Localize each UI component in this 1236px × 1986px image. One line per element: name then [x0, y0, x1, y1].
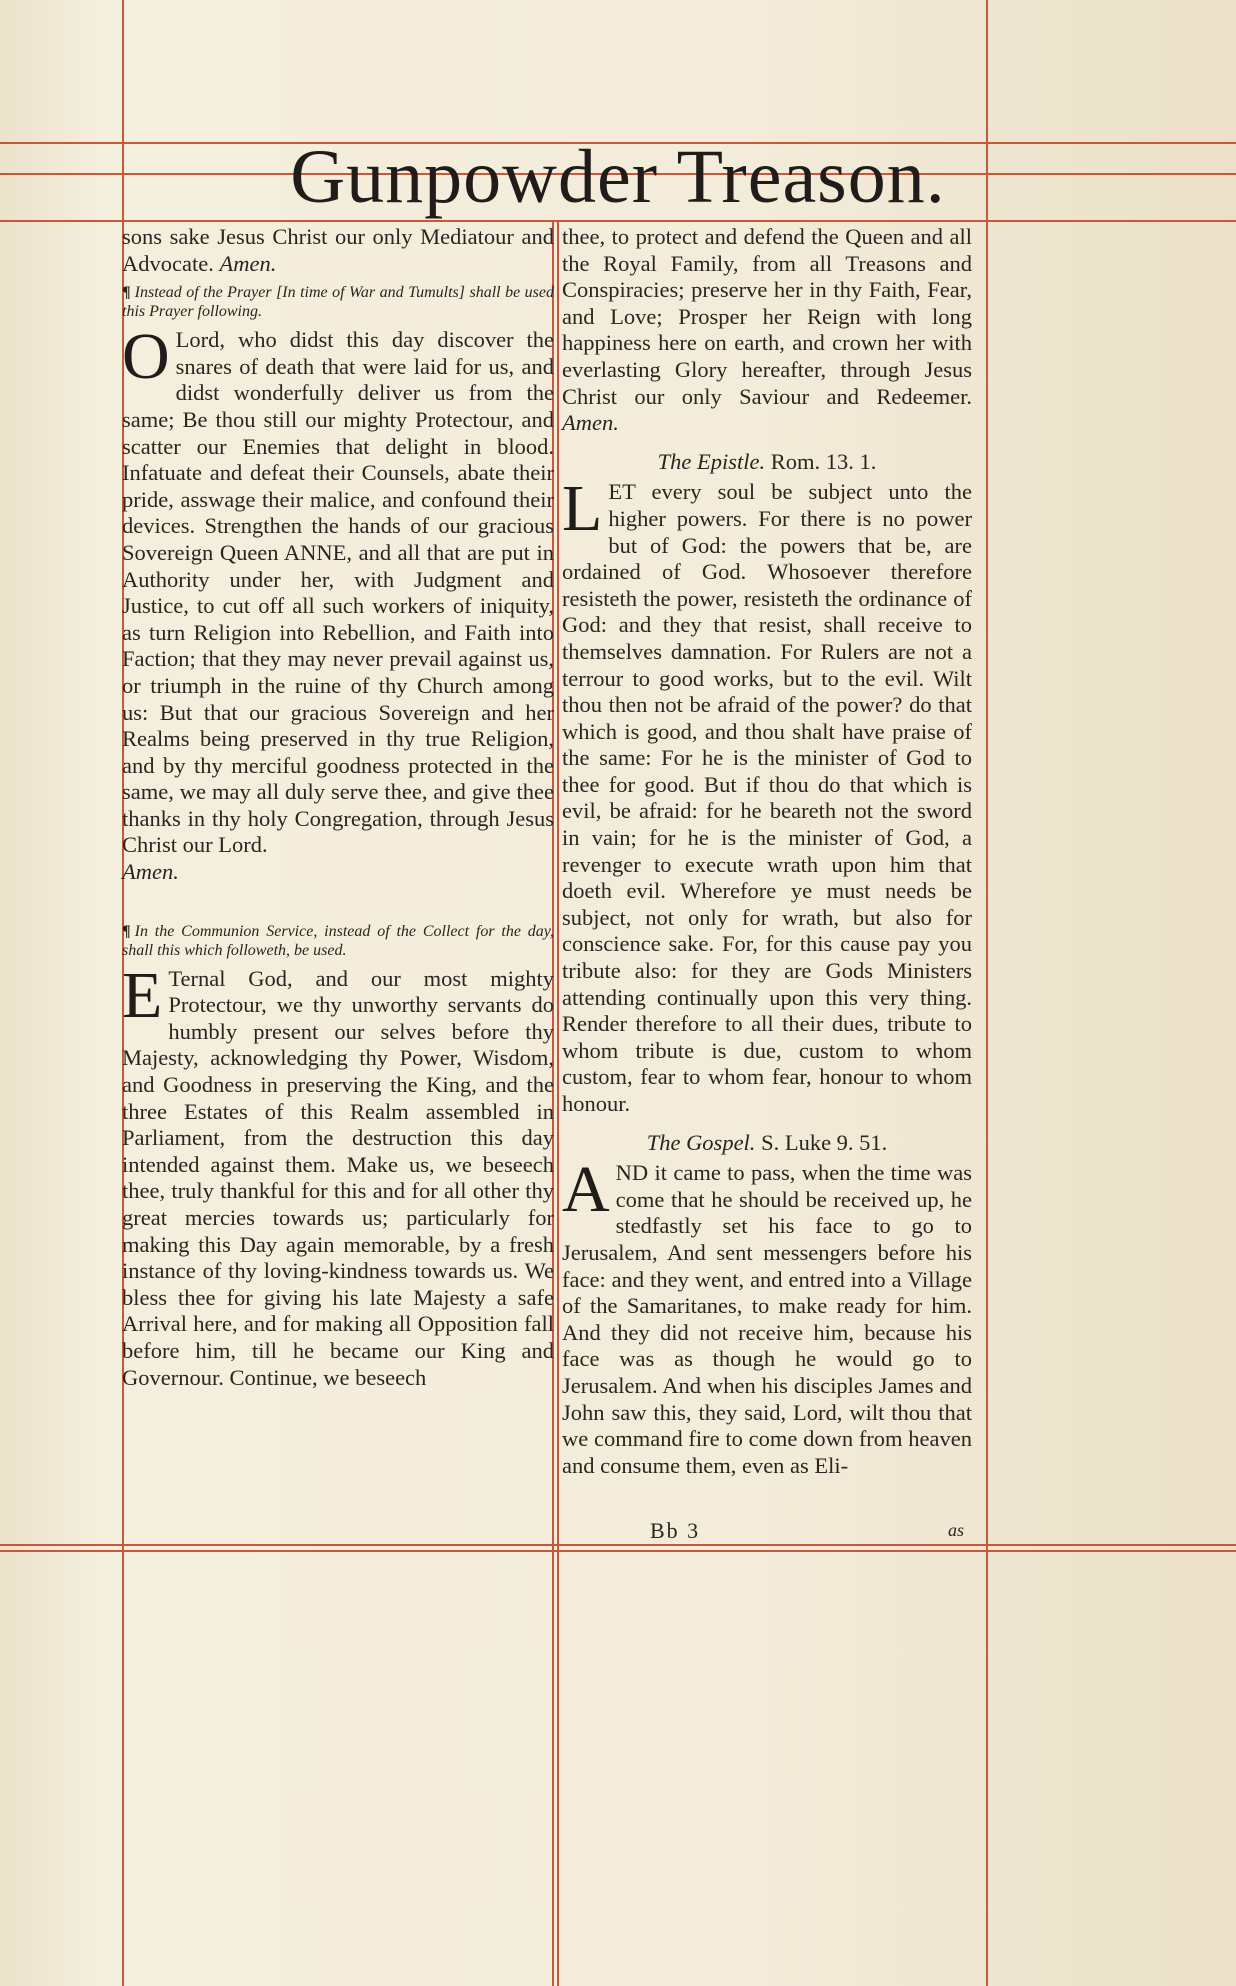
- spacer: [122, 886, 554, 916]
- collect-eternal-god: [122, 958, 554, 1392]
- gospel-title: The Gospel.: [646, 1129, 756, 1155]
- pilcrow-icon: ¶: [122, 922, 131, 940]
- prayer-amen: Amen.: [122, 859, 179, 885]
- pilcrow-icon: ¶: [122, 284, 131, 302]
- signature-mark: Bb 3: [650, 1518, 701, 1543]
- gospel-heading: [562, 1130, 972, 1157]
- catchword: as: [948, 1520, 965, 1540]
- epistle-text: ET every soul be subject unto the higher powers. For there is no power but of God: the powers that be, are ordained of God. Whosoever therefore resisteth the power, resisteth the ordinance of God: and they that resist, shall receive to themselves damnation. For Rulers are not a terrour to good works, but to the evil. Wilt thou then not be afraid of the power? do that which is good, and thou shalt have praise of the same: For he is the minister of God to thee for good. But if thou do that which is evil, be afraid: for he beareth not the sword in vain; for he is the minister of God, a revenger to execute wrath upon him that doeth evil. Wherefore ye must needs be subject, not only for wrath, but also for conscience sake. For, for this cause pay you tribute also: for they are Gods Ministers attending continually upon this very thing. Render therefore to all their dues, tribute to whom tribute is due, custom to whom custom, fear to whom fear, honour to whom honour.: [562, 479, 972, 1116]
- opening-amen: Amen.: [219, 250, 277, 276]
- gospel-text: ND it came to pass, when the time was come that he should be received up, he stedfastly set his face to go to Jerusalem, And sent messengers before his face: and they went, and entred into a Village of the Samaritanes, to make ready for him. And they did not receive him, because his face was as though he would go to Jerusalem. And when his disciples James and John saw this, they said, Lord, wilt thou that we command fire to come down from heaven and consume them, even as Eli-: [562, 1160, 972, 1478]
- left-column: [122, 224, 554, 1391]
- epistle-body: [562, 472, 972, 1117]
- epistle-title: The Epistle.: [657, 448, 766, 474]
- rubric-text: In the Communion Service, instead of the Collect for the day, shall this which followeth, be used.: [122, 922, 554, 959]
- rubric-text: Instead of the Prayer [In time of War and Tumults] shall be used this Prayer following.: [122, 284, 554, 321]
- collect-continuation: [562, 224, 972, 437]
- drop-cap-o: O: [122, 320, 170, 394]
- gospel-reference: S. Luke 9. 51.: [761, 1129, 888, 1155]
- drop-cap-e: E: [122, 958, 163, 1032]
- right-column: [562, 224, 972, 1479]
- running-head: Gunpowder Treason.: [290, 135, 946, 219]
- rule-right-outer: [986, 0, 988, 1986]
- collect-text: Ternal God, and our most mighty Protectour, we thy unworthy servants do humbly present our selves before thy Majesty, acknowledging thy Power, Wisdom, and Goodness in preserving the King, and the three Estates of this Realm assembled in Parliament, from the destruction this day intended against them. Make us, we beseech thee, truly thankful for this and for all other thy great mercies towards us; particularly for making this Day again memorable, by a fresh instance of thy loving-kindness towards us. We bless thee for giving his late Majesty a safe Arrival here, and for making all Opposition fall before him, till he became our King and Governour. Continue, we beseech: [122, 965, 554, 1390]
- opening-paragraph: [122, 224, 554, 277]
- rule-bottom-1: [0, 1544, 1236, 1546]
- gospel-body: [562, 1153, 972, 1479]
- epistle-heading: [562, 449, 972, 476]
- prayer-o-lord: [122, 320, 554, 885]
- rule-center-right: [557, 220, 559, 1986]
- opening-text: sons sake Jesus Christ our only Mediatour and Advocate.: [122, 224, 554, 276]
- drop-cap-l: L: [562, 472, 603, 546]
- continuation-text: thee, to protect and defend the Queen and all the Royal Family, from all Treasons and Conspiracies; preserve her in thy Faith, Fear, and Love; Prosper her Reign with long happiness here on earth, and crown her with everlasting Glory hereafter, through Jesus Christ our only Saviour and Redeemer.: [562, 224, 972, 409]
- epistle-reference: Rom. 13. 1.: [770, 448, 877, 474]
- prayer-text: Lord, who didst this day discover the snares of death that were laid for us, and didst wonderfully deliver us from the same; Be thou still our mighty Protectour, and scatter our Enemies that delight in blood. Infatuate and defeat their Counsels, abate their pride, asswage their malice, and confound their devices. Strengthen the hands of our gracious Sovereign Queen ANNE, and all that are put in Authority under her, with Judgment and Justice, to cut off all such workers of iniquity, as turn Religion into Rebellion, and Faith into Faction; that they may never prevail against us, or triumph in the ruine of thy Church among us: But that our gracious Sovereign and her Realms being preserved in thy true Religion, and by thy merciful goodness protected in the same, we may all duly serve thee, and give thee thanks in thy holy Congregation, through Jesus Christ our Lord.: [122, 327, 554, 858]
- drop-cap-a: A: [562, 1153, 610, 1227]
- rule-bottom-2: [0, 1550, 1236, 1552]
- continuation-amen: Amen.: [562, 410, 619, 436]
- rubric-instead-of-prayer: [122, 283, 554, 321]
- rubric-communion-service: [122, 922, 554, 960]
